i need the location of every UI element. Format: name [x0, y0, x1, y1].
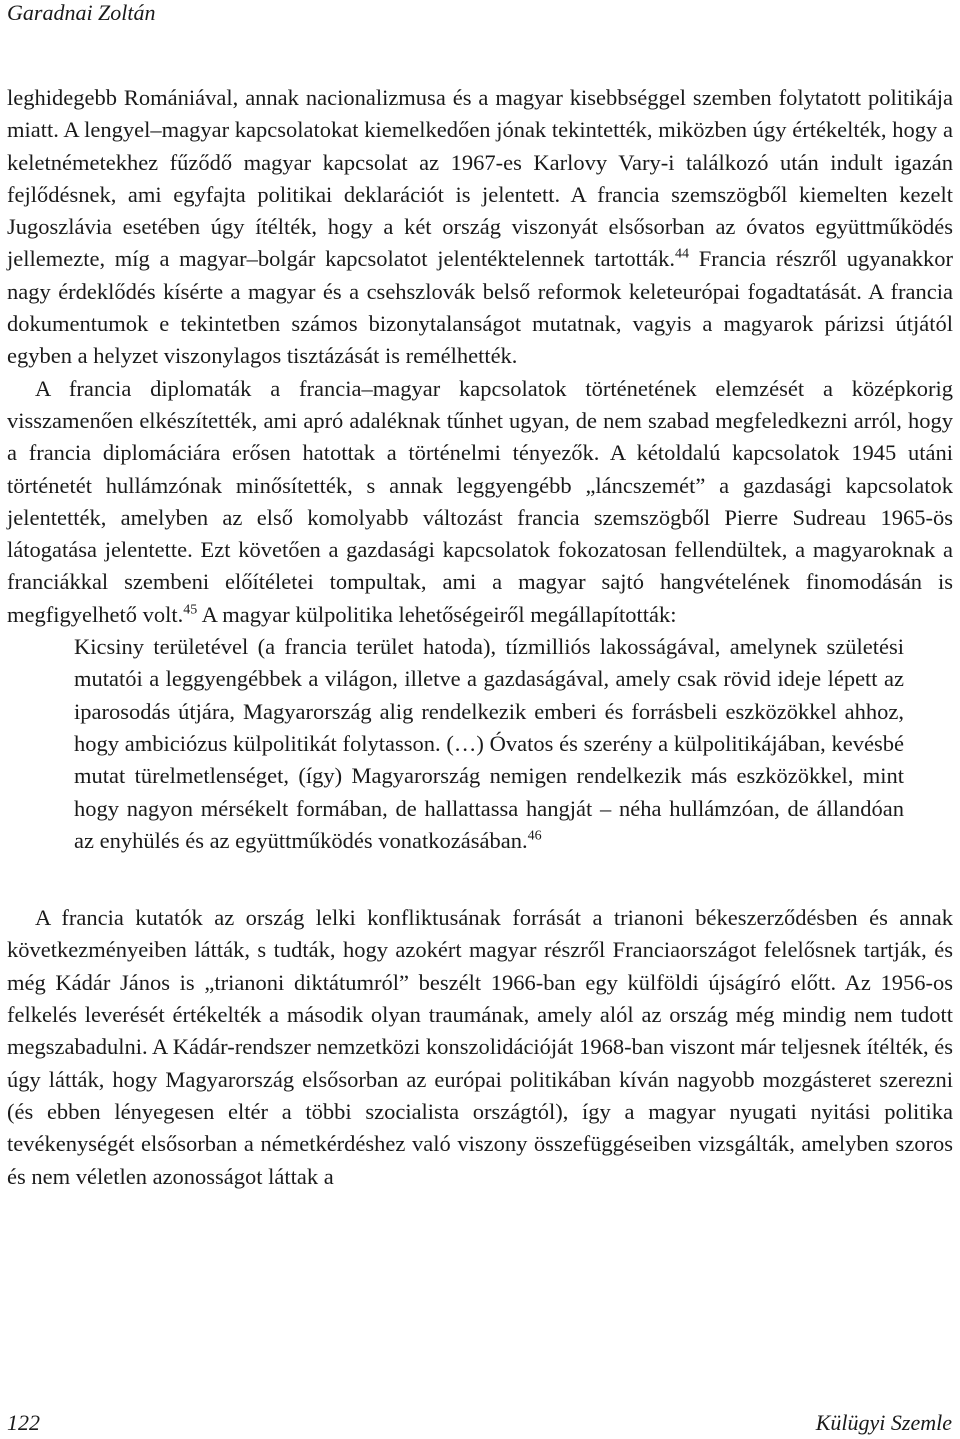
paragraph-1: leghidegebb Romániával, annak nacionalizmusa és a magyar kisebbséggel szemben folytatott politikája miatt. A lengyel–magyar kapcsolatokat kiemelkedően jónak tekintették, miközben úgy értékelték, hogy a keletnémetekhez fűződő magyar kapcsolat az 1967-es Karlovy Vary-i találkozó után indult igazán fejlődésnek, ami egyfajta politikai deklarációt is jelentett. A francia szemszögből kiemelten kezelt Jugoszlávia esetében úgy ítélték, hogy a két ország viszonyát elsősorban az óvatos együttműködés jellemezte, míg a magyar–bolgár kapcsolatot jelentéktelennek tartották.$^{44}$ Francia részről ugyanakkor nagy érdeklődés kísérte a magyar és a csehszlovák belső reformok keleteurópai fogadtatását. A francia dokumentumok e tekintetben számos bizonytalanságot mutatnak, vagyis a magyarok párizsi útjától egyben a helyzet viszonylagos tisztázását is remélhették. [7, 85, 953, 369]
block-quote: Kicsiny területével (a francia terület hatoda), tízmilliós lakosságával, amelynek születési mutatói a leggyengébbek a világon, illetve a gazdaságával, amely csak rövid ideje lépett az iparosodás útjára, Magyarország alig rendelkezik emberi és forrásbeli eszközökkel ahhoz, hogy ambiciózus külpolitikát folytasson. (…) Óvatos és szerény a külpolitikájában, kevésbé mutat türelmetlenséget, (így) Magyarország nemigen rendelkezik más eszközökkel, mint hogy nagyon mérsékelt formában, de hallattassa hangját – néha hullámzóan, de állandóan az enyhülés és az együttműködés vonatkozásában.$^{46}$ [74, 634, 904, 853]
article-body [7, 82, 953, 1193]
paragraph-spacer [7, 857, 953, 902]
page-number: 122 [7, 1410, 40, 1435]
journal-title: Külügyi Szemle [815, 1410, 952, 1435]
paragraph-2: A francia diplomaták a francia–magyar kapcsolatok történetének elemzését a középkorig visszamenően elkészítették, ami apró adaléknak tűnhet ugyan, de nem szabad megfeledkezni arról, hogy a francia diplomáciára erősen hatottak a történelmi tényezők. A kétoldalú kapcsolatok 1945 utáni történetét hullámzónak minősítették, s annak leggyengébb „láncszemét” a gazdasági kapcsolatok jelentették, amelyben az első komolyabb változást francia szemszögből Pierre Sudreau 1965-ös látogatása jelentette. Ezt követően a gazdasági kapcsolatok fokozatosan fellendültek, a magyaroknak a franciákkal szembeni előítéletei tompultak, ami a magyar sajtó hangvételének finomodásán is megfigyelhető volt.$^{45}$ A magyar külpolitika lehetőségeiről megállapították: [7, 375, 953, 627]
paragraph-3: A francia kutatók az ország lelki konfliktusának forrását a trianoni békeszerződésben és annak következményeiben látták, s tudták, hogy azokért magyar részről Franciaországot felelősnek tartják, és még Kádár János is „trianoni diktátumról” beszélt 1966-ban egy külföldi újságíró előtt. Az 1956-os felkelés leverését értékelték a második olyan traumának, amely alól az ország még mindig nem tudott megszabadulni. A Kádár-rendszer nemzetközi konszolidációját 1968-ban viszont már teljesnek ítélték, és úgy látták, hogy Magyarország elsősorban az európai politikában kíván nagyobb mozgásteret szerezni (és ebben lényegesen eltér a többi szocialista országtól), így a magyar nyugati nyitási politika tevékenységét elsősorban a németkérdéshez való viszony összefüggéseiben vizsgálták, amelyben szoros és nem véletlen azonosságot láttak a [7, 905, 953, 1189]
footnote-ref-45[interactable]: 45 [183, 602, 198, 618]
footnote-ref-44[interactable]: 44 [674, 246, 689, 262]
running-header-author: Garadnai Zoltán [7, 0, 156, 25]
footnote-ref-46[interactable]: 46 [527, 828, 542, 844]
